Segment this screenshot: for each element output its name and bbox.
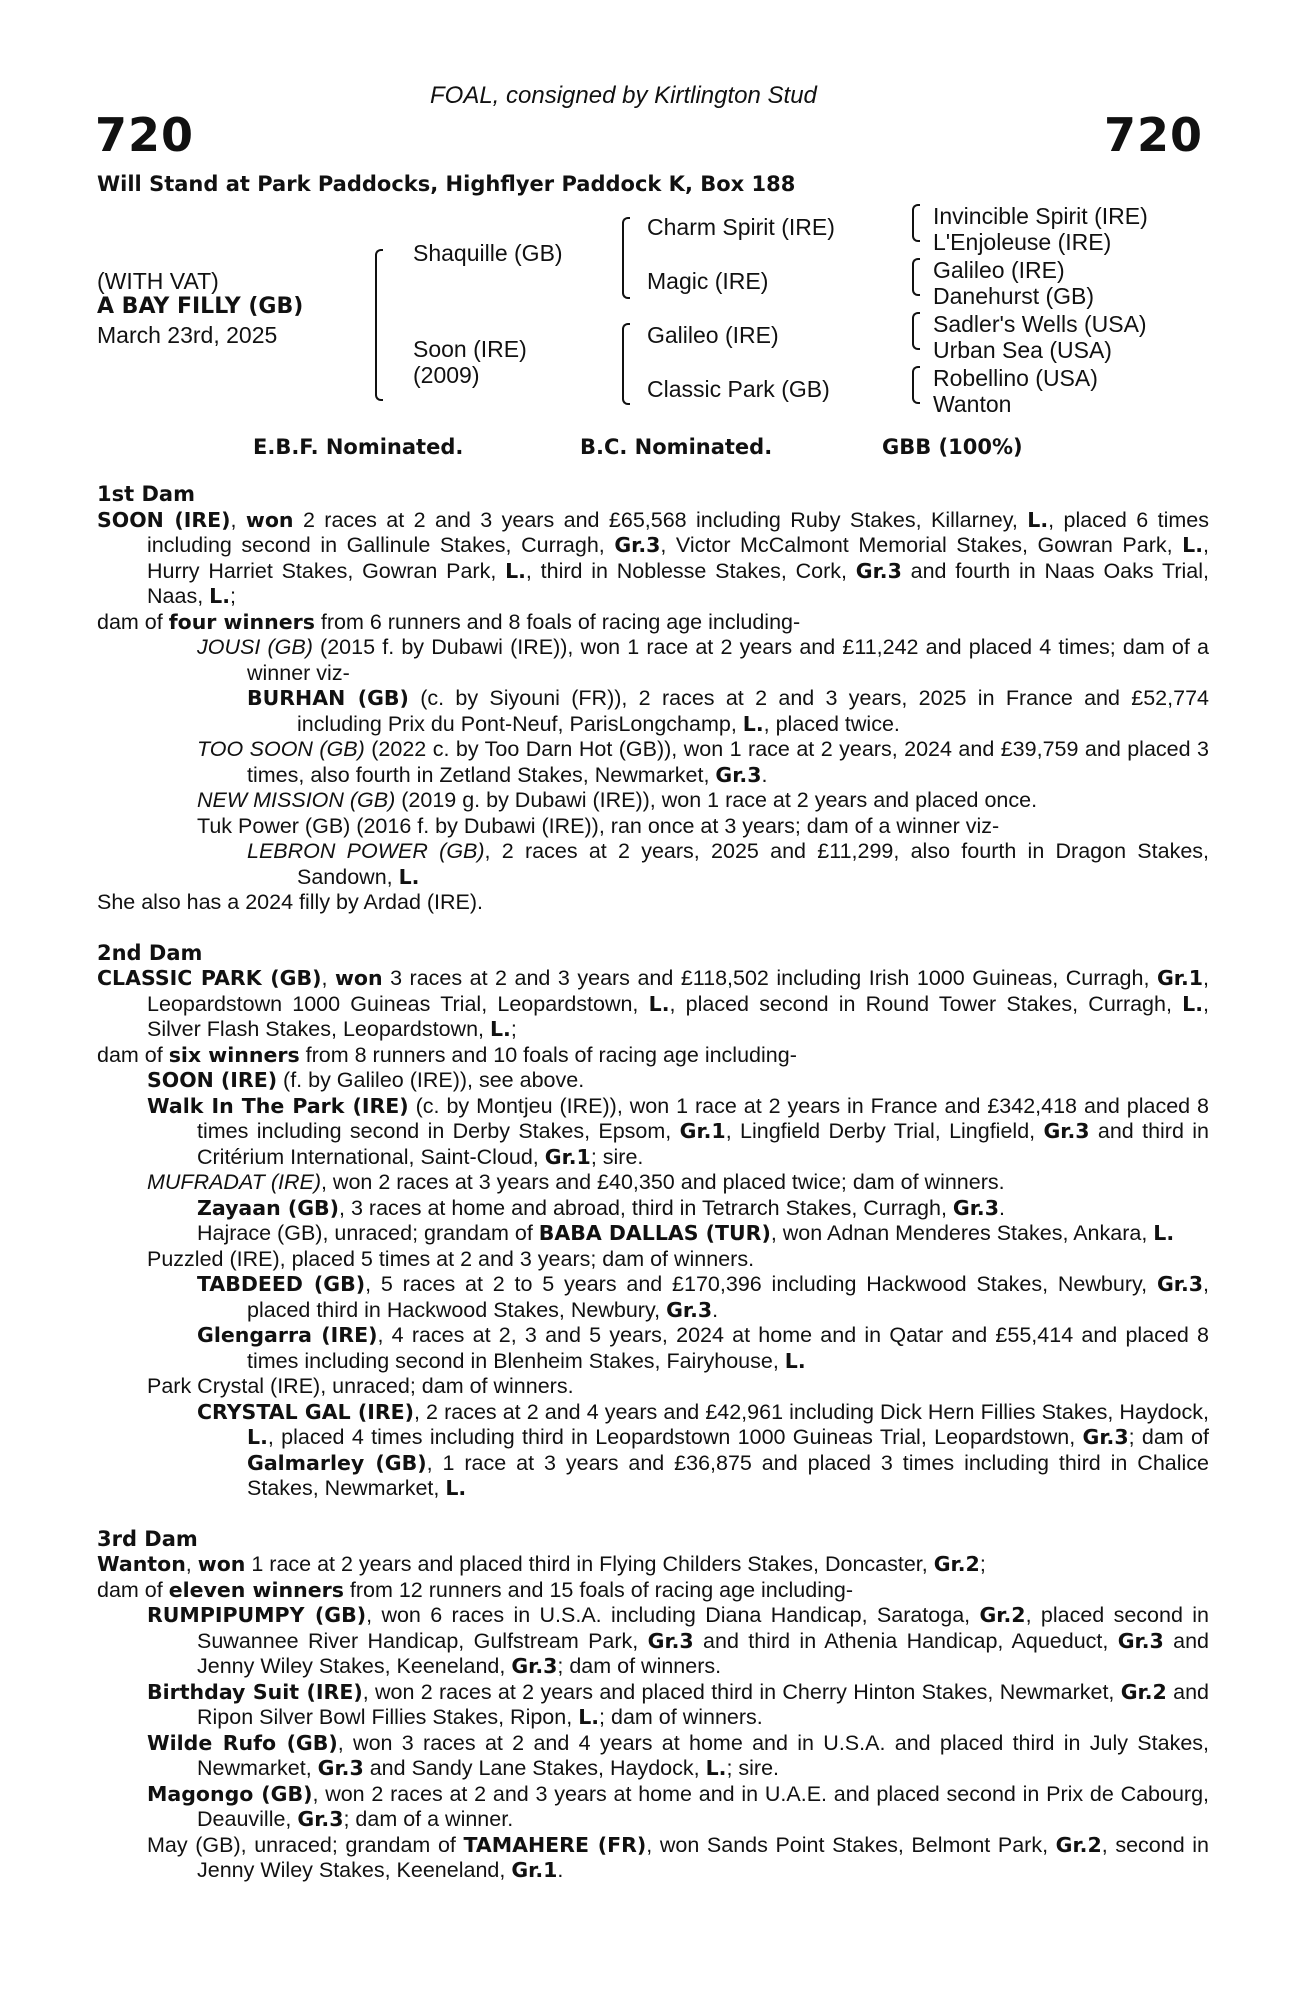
produce-summary: dam of eleven winners from 12 runners and 15 foals of racing age including- (97, 1577, 854, 1602)
produce-entry: May (GB), unraced; grandam of TAMAHERE (FR), won Sands Point Stakes, Belmont Park, Gr.2, second in Jenny Wiley Stakes, Keeneland, Gr.1. (147, 1832, 1210, 1882)
dam-year: (2009) (413, 362, 480, 388)
gen3-bracket-3 (912, 318, 914, 344)
gen3-ancestor: L'Enjoleuse (IRE) (933, 229, 1112, 255)
gen3-ancestor: Wanton (933, 391, 1012, 417)
dam-dam: Classic Park (GB) (647, 376, 830, 402)
consignment-line: FOAL, consigned by Kirtlington Stud (430, 82, 817, 109)
gen3-ancestor: Urban Sea (USA) (933, 337, 1112, 363)
dam-sire: Galileo (IRE) (647, 322, 779, 348)
dam-record: SOON (IRE), won 2 races at 2 and 3 years and £65,568 including Ruby Stakes, Killarney, L., placed 6 times including second in Gallinule Stakes, Curragh, Gr.3, Victor McCalmont Memorial Stakes, Gowran Park, L., Hurry Harriet Stakes, Gowran Park, L., third in Noblesse Stakes, Cork, Gr.3 and fourth in Naas Oaks Trial, Naas, L.; (97, 507, 1209, 608)
dam: Soon (IRE) (413, 336, 527, 362)
produce-entry: She also has a 2024 filly by Ardad (IRE). (97, 890, 484, 914)
gen3-bracket-1 (912, 210, 914, 236)
sire-dam: Magic (IRE) (647, 268, 769, 294)
produce-summary: dam of six winners from 8 runners and 10 foals of racing age including- (97, 1042, 797, 1067)
sire-line-bracket (622, 223, 624, 293)
produce-entry: TOO SOON (GB) (2022 c. by Too Darn Hot (GB)), won 1 race at 2 years, 2024 and £39,759 and placed 3 times, also fourth in Zetland Stakes, Newmarket, Gr.3. (197, 737, 1209, 787)
dam-record: Wanton, won 1 race at 2 years and placed third in Flying Childers Stakes, Doncaster, Gr.2; (97, 1552, 986, 1576)
produce-entry: Park Crystal (IRE), unraced; dam of winners. (147, 1374, 574, 1398)
pedigree-bracket (375, 255, 377, 395)
produce-entry: MUFRADAT (IRE), won 2 races at 3 years and £40,350 and placed twice; dam of winners. (147, 1170, 1005, 1194)
produce-entry: Walk In The Park (IRE) (c. by Montjeu (IRE)), won 1 race at 2 years in France and £342,418 and placed 8 times including second in Derby Stakes, Epsom, Gr.1, Lingfield Derby Trial, Lingfield, Gr.3 and third in Critérium International, Saint-Cloud, Gr.1; sire. (147, 1093, 1210, 1169)
produce-entry: Zayaan (GB), 3 races at home and abroad, third in Tetrarch Stakes, Curragh, Gr.3. (197, 1195, 1005, 1220)
vat-note: (WITH VAT) (97, 268, 219, 294)
lot-number-right: 720 (1103, 108, 1203, 162)
produce-entry: TABDEED (GB), 5 races at 2 to 5 years and £170,396 including Hackwood Stakes, Newbury, Gr.3, placed third in Hackwood Stakes, Newbury, Gr.3. (197, 1272, 1209, 1322)
produce-entry: LEBRON POWER (GB), 2 races at 2 years, 2025 and £11,299, also fourth in Dragon Stakes, Sandown, L. (247, 839, 1210, 889)
gen3-ancestor: Sadler's Wells (USA) (933, 311, 1147, 337)
gen3-bracket-4 (912, 372, 914, 398)
produce-entry: Tuk Power (GB) (2016 f. by Dubawi (IRE)), ran once at 3 years; dam of a winner viz- (197, 813, 1000, 838)
stand-location: Will Stand at Park Paddocks, Highflyer Paddock K, Box 188 (97, 172, 796, 196)
produce-entry: Glengarra (IRE), 4 races at 2, 3 and 5 years, 2024 at home and in Qatar and £55,414 and placed 8 times including second in Blenheim Stakes, Fairyhouse, L. (197, 1323, 1209, 1373)
sire-sire: Charm Spirit (IRE) (647, 214, 835, 240)
produce-entry: NEW MISSION (GB) (2019 g. by Dubawi (IRE)), won 1 race at 2 years and placed once. (197, 788, 1038, 812)
gen3-bracket-2 (912, 264, 914, 290)
lot-number-left: 720 (95, 108, 195, 162)
catalogue-page-body (97, 482, 1209, 1884)
produce-entry: Wilde Rufo (GB), won 3 races at 2 and 4 years at home and in U.S.A. and placed third in July Stakes, Newmarket, Gr.3 and Sandy Lane Stakes, Haydock, L.; sire. (147, 1730, 1209, 1780)
dam-record: CLASSIC PARK (GB), won 3 races at 2 and 3 years and £118,502 including Irish 1000 Guineas, Curragh, Gr.1, Leopardstown 1000 Guineas Trial, Leopardstown, L., placed second in Round Tower Stakes, Curragh, L., Silver Flash Stakes, Leopardstown, L.; (97, 966, 1209, 1041)
gen3-ancestor: Danehurst (GB) (933, 283, 1095, 309)
gbb-rating: GBB (100%) (882, 435, 1023, 459)
produce-entry: Puzzled (IRE), placed 5 times at 2 and 3 years; dam of winners. (147, 1246, 755, 1271)
section-heading-2nd-dam: 2nd Dam (97, 940, 203, 965)
produce-entry: CRYSTAL GAL (IRE), 2 races at 2 and 4 years and £42,961 including Dick Hern Fillies Stakes, Haydock, L., placed 4 times including third in Leopardstown 1000 Guineas Trial, Leopardstown, Gr.3; dam of Galmarley (GB), 1 race at 3 years and £36,875 and placed 3 times including third in Chalice Stakes, Newmarket, L. (197, 1399, 1209, 1500)
produce-entry: Magongo (GB), won 2 races at 2 and 3 years at home and in U.A.E. and placed second in Prix de Cabourg, Deauville, Gr.3; dam of a winner. (147, 1781, 1210, 1831)
gen3-ancestor: Invincible Spirit (IRE) (933, 203, 1148, 229)
gen3-ancestor: Galileo (IRE) (933, 257, 1065, 283)
produce-entry: Birthday Suit (IRE), won 2 races at 2 years and placed third in Cherry Hinton Stakes, Newmarket, Gr.2 and Ripon Silver Bowl Fillies Stakes, Ripon, L.; dam of winners. (147, 1679, 1209, 1729)
produce-entry: Hajrace (GB), unraced; grandam of BABA DALLAS (TUR), won Adnan Menderes Stakes, Ankara, L. (197, 1221, 1175, 1245)
produce-entry: RUMPIPUMPY (GB), won 6 races in U.S.A. including Diana Handicap, Saratoga, Gr.2, placed second in Suwannee River Handicap, Gulfstream Park, Gr.3 and third in Athenia Handicap, Aqueduct, Gr.3 and Jenny Wiley Stakes, Keeneland, Gr.3; dam of winners. (147, 1603, 1209, 1678)
gen3-ancestor: Robellino (USA) (933, 365, 1098, 391)
bc-nomination: B.C. Nominated. (580, 435, 773, 459)
section-heading-3rd-dam: 3rd Dam (97, 1526, 198, 1551)
produce-entry: SOON (IRE) (f. by Galileo (IRE)), see above. (147, 1068, 585, 1092)
foaling-date: March 23rd, 2025 (97, 322, 278, 348)
produce-entry: JOUSI (GB) (2015 f. by Dubawi (IRE)), won 1 race at 2 years and £11,242 and placed 4 times; dam of a winner viz- (197, 635, 1209, 685)
produce-summary: dam of four winners from 6 runners and 8 foals of racing age including- (97, 609, 801, 634)
horse-name: A BAY FILLY (GB) (97, 294, 304, 319)
section-heading-1st-dam: 1st Dam (97, 482, 195, 506)
ebf-nomination: E.B.F. Nominated. (253, 435, 464, 459)
dam-line-bracket (622, 329, 624, 399)
produce-entry: BURHAN (GB) (c. by Siyouni (FR)), 2 races at 2 and 3 years, 2025 in France and £52,774 including Prix du Pont-Neuf, ParisLongchamp, L., placed twice. (247, 686, 1209, 736)
sire: Shaquille (GB) (413, 240, 563, 266)
